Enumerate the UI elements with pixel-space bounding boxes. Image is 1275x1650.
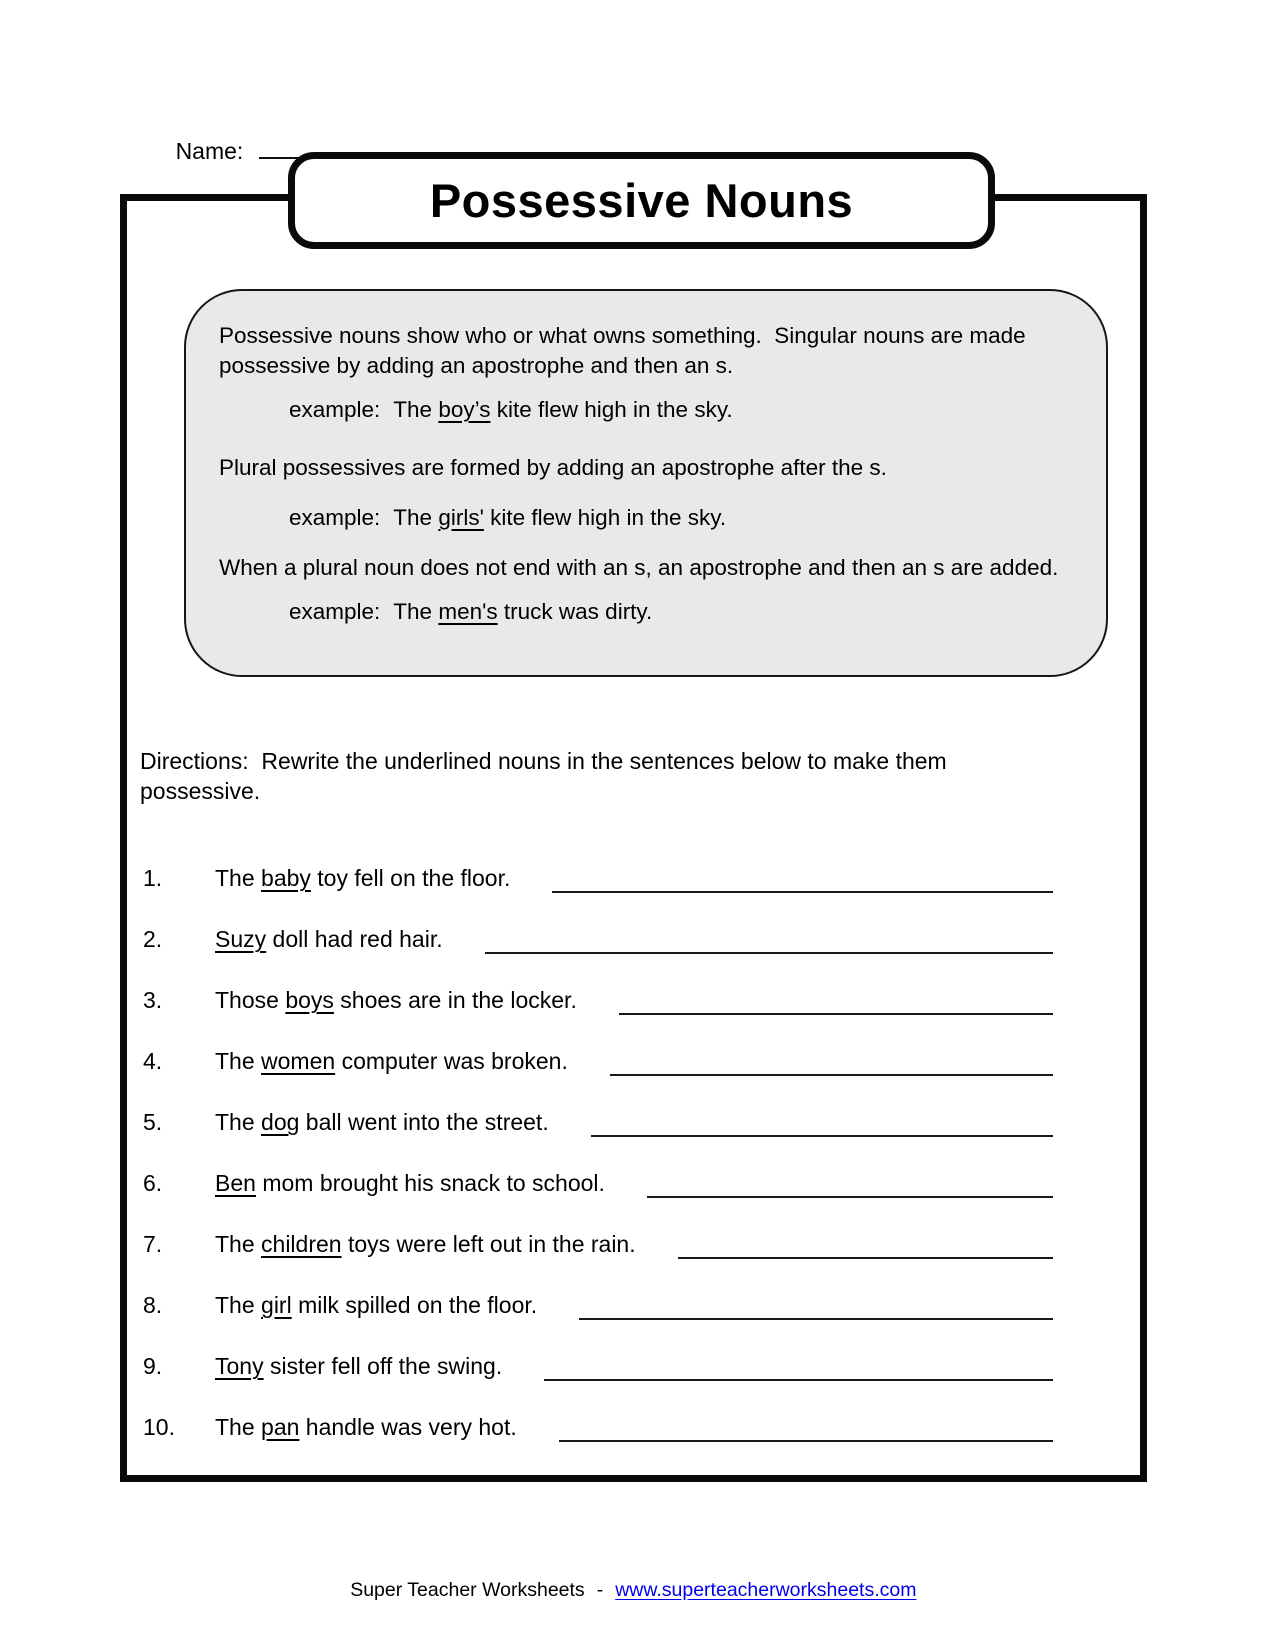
question-row bbox=[143, 925, 1053, 986]
question-row bbox=[143, 1413, 1053, 1474]
sentence-text: kite flew high in the sky. bbox=[490, 397, 733, 422]
sentence-text: The bbox=[215, 1109, 262, 1135]
question-row bbox=[143, 1169, 1053, 1230]
directions-text: Directions: Rewrite the underlined nouns in the sentences below to make them possessive. bbox=[140, 748, 954, 804]
answer-blank-line bbox=[485, 925, 1053, 954]
question-sentence bbox=[215, 1230, 636, 1258]
question-sentence bbox=[215, 986, 577, 1014]
sentence-text: The bbox=[393, 599, 439, 624]
rule-paragraph: Plural possessives are formed by adding an apostrophe after the s. bbox=[219, 455, 887, 480]
sentence-text: toys were left out in the rain. bbox=[341, 1231, 636, 1257]
sentence-text: handle was very hot. bbox=[299, 1414, 517, 1440]
sentence-text: doll had red hair. bbox=[266, 926, 443, 952]
question-sentence bbox=[215, 864, 510, 892]
question-sentence bbox=[215, 1047, 568, 1075]
example-line bbox=[219, 597, 1056, 627]
sentence-text: shoes are in the locker. bbox=[333, 987, 577, 1013]
question-number: 5. bbox=[143, 1109, 163, 1135]
question-row bbox=[143, 986, 1053, 1047]
footer bbox=[0, 1556, 1245, 1625]
answer-blank-line bbox=[678, 1230, 1053, 1259]
answer-blank-line bbox=[591, 1108, 1053, 1137]
question-number: 10. bbox=[143, 1414, 175, 1440]
question-number: 1. bbox=[143, 865, 163, 891]
sentence-text: The bbox=[393, 397, 439, 422]
question-number: 4. bbox=[143, 1048, 163, 1074]
underlined-noun: children bbox=[261, 1231, 342, 1257]
sentence-text: sister fell off the swing. bbox=[263, 1353, 503, 1379]
sentence-text: The bbox=[215, 1048, 262, 1074]
answer-blank-line bbox=[544, 1352, 1053, 1381]
underlined-noun: Suzy bbox=[215, 926, 267, 952]
example-label: example: bbox=[289, 599, 381, 624]
answer-blank-line bbox=[579, 1291, 1053, 1320]
question-row bbox=[143, 864, 1053, 925]
answer-blank-line bbox=[619, 986, 1053, 1015]
question-number: 8. bbox=[143, 1292, 163, 1318]
sentence-text: Those bbox=[215, 987, 286, 1013]
sentence-text: The bbox=[215, 865, 262, 891]
sentence-text: The bbox=[215, 1292, 262, 1318]
underlined-noun: women bbox=[261, 1048, 336, 1074]
questions-list bbox=[143, 864, 1053, 1474]
question-sentence bbox=[215, 1352, 502, 1380]
question-row bbox=[143, 1108, 1053, 1169]
question-sentence bbox=[215, 1291, 537, 1319]
question-number: 6. bbox=[143, 1170, 163, 1196]
underlined-noun: Ben bbox=[215, 1170, 256, 1196]
example-sentence bbox=[393, 599, 652, 624]
worksheet-title-box bbox=[288, 152, 995, 249]
example-sentence bbox=[393, 397, 732, 422]
footer-site-name: Super Teacher Worksheets bbox=[350, 1579, 585, 1601]
sentence-text: milk spilled on the floor. bbox=[291, 1292, 538, 1318]
question-number: 2. bbox=[143, 926, 163, 952]
example-sentence bbox=[393, 505, 726, 530]
underlined-noun: boy’s bbox=[438, 397, 491, 422]
definition-box bbox=[184, 289, 1108, 677]
footer-website-link[interactable]: www.superteacherworksheets.com bbox=[615, 1579, 917, 1601]
underlined-noun: boys bbox=[285, 987, 334, 1013]
example-label: example: bbox=[289, 397, 381, 422]
sentence-text: truck was dirty. bbox=[497, 599, 653, 624]
question-number: 9. bbox=[143, 1353, 163, 1379]
question-row bbox=[143, 1230, 1053, 1291]
answer-blank-line bbox=[559, 1413, 1053, 1442]
sentence-text: mom brought his snack to school. bbox=[255, 1170, 605, 1196]
underlined-noun: men's bbox=[438, 599, 498, 624]
question-number: 3. bbox=[143, 987, 163, 1013]
sentence-text: The bbox=[215, 1414, 262, 1440]
question-sentence bbox=[215, 925, 443, 953]
question-number: 7. bbox=[143, 1231, 163, 1257]
underlined-noun: pan bbox=[261, 1414, 300, 1440]
answer-blank-line bbox=[610, 1047, 1053, 1076]
name-label: Name: bbox=[175, 138, 244, 164]
sentence-text: The bbox=[393, 505, 439, 530]
rule-paragraph: When a plural noun does not end with an s, an apostrophe and then an s are added. bbox=[219, 555, 1059, 580]
example-line bbox=[219, 395, 1056, 425]
underlined-noun: girls' bbox=[438, 505, 484, 530]
example-label: example: bbox=[289, 505, 381, 530]
question-sentence bbox=[215, 1108, 549, 1136]
sentence-text: toy fell on the floor. bbox=[310, 865, 511, 891]
example-line bbox=[219, 503, 1056, 533]
question-sentence bbox=[215, 1169, 605, 1197]
sentence-text: ball went into the street. bbox=[299, 1109, 549, 1135]
question-row bbox=[143, 1291, 1053, 1352]
underlined-noun: Tony bbox=[215, 1353, 264, 1379]
question-row bbox=[143, 1352, 1053, 1413]
answer-blank-line bbox=[552, 864, 1053, 893]
question-sentence bbox=[215, 1413, 517, 1441]
underlined-noun: baby bbox=[261, 865, 311, 891]
underlined-noun: dog bbox=[261, 1109, 300, 1135]
sentence-text: computer was broken. bbox=[335, 1048, 568, 1074]
answer-blank-line bbox=[647, 1169, 1053, 1198]
underlined-noun: girl bbox=[261, 1292, 292, 1318]
sentence-text: kite flew high in the sky. bbox=[483, 505, 727, 530]
sentence-text: The bbox=[215, 1231, 262, 1257]
footer-separator: - bbox=[596, 1579, 604, 1601]
page-title: Possessive Nouns bbox=[429, 174, 854, 227]
rule-paragraph: Possessive nouns show who or what owns something. Singular nouns are made possessive by adding an apostrophe and then an s. bbox=[219, 323, 1032, 378]
question-row bbox=[143, 1047, 1053, 1108]
